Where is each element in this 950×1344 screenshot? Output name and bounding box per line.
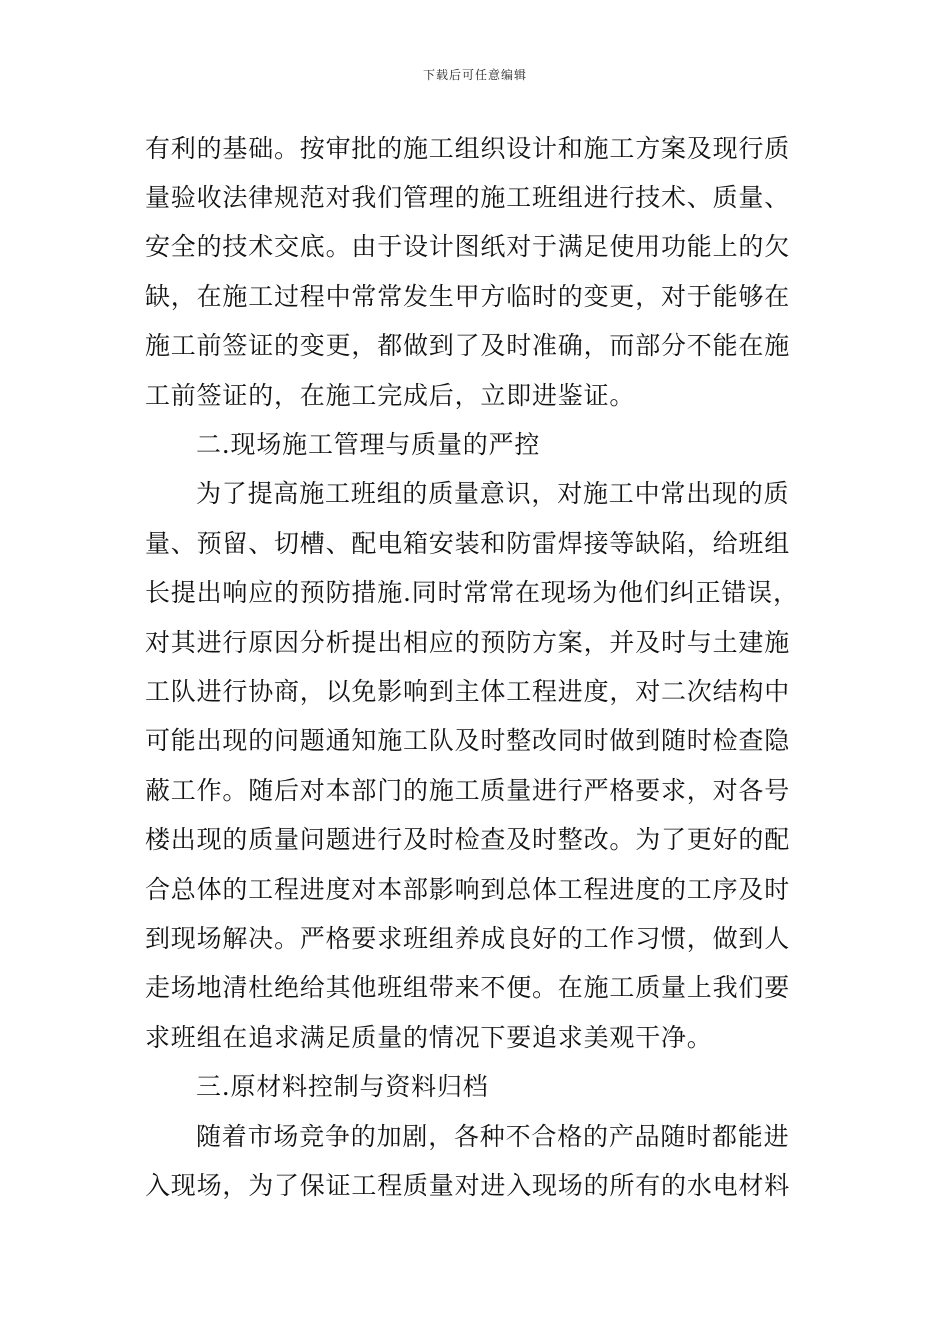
paragraph-line: 求班组在追求满足质量的情况下要追求美观干净。	[145, 1023, 713, 1052]
section-heading: 二.现场施工管理与质量的严控	[196, 430, 541, 459]
paragraph-line: 蔽工作。随后对本部门的施工质量进行严格要求，对各号	[145, 776, 791, 805]
section-heading: 三.原材料控制与资料归档	[196, 1072, 489, 1101]
paragraph-line: 合总体的工程进度对本部影响到总体工程进度的工序及时	[145, 875, 791, 904]
page-header: 下载后可任意编辑	[422, 68, 527, 82]
paragraph-line: 到现场解决。严格要求班组养成良好的工作习惯，做到人	[145, 924, 791, 953]
paragraph-line: 对其进行原因分析提出相应的预防方案，并及时与土建施	[145, 628, 791, 657]
paragraph-line: 长提出响应的预防措施.同时常常在现场为他们纠正错误，	[145, 578, 799, 607]
paragraph-line: 量验收法律规范对我们管理的施工班组进行技术、质量、	[145, 183, 791, 212]
paragraph-line: 安全的技术交底。由于设计图纸对于满足使用功能上的欠	[145, 232, 791, 261]
paragraph-line: 随着市场竞争的加剧，各种不合格的产品随时都能进	[196, 1122, 790, 1151]
paragraph-line: 有利的基础。按审批的施工组织设计和施工方案及现行质	[145, 134, 791, 163]
paragraph-line: 施工前签证的变更，都做到了及时准确，而部分不能在施	[145, 331, 791, 360]
paragraph-line: 入现场，为了保证工程质量对进入现场的所有的水电材料	[145, 1171, 791, 1200]
paragraph-line: 缺，在施工过程中常常发生甲方临时的变更，对于能够在	[145, 282, 791, 311]
paragraph-line: 可能出现的问题通知施工队及时整改同时做到随时检查隐	[145, 726, 791, 755]
paragraph-line: 量、预留、切槽、配电箱安装和防雷焊接等缺陷，给班组	[145, 529, 791, 558]
paragraph-line: 工队进行协商，以免影响到主体工程进度，对二次结构中	[145, 677, 791, 706]
paragraph-line: 工前签证的，在施工完成后，立即进鉴证。	[145, 381, 636, 410]
paragraph-line: 走场地清杜绝给其他班组带来不便。在施工质量上我们要	[145, 973, 791, 1002]
paragraph-line: 为了提高施工班组的质量意识，对施工中常出现的质	[196, 479, 790, 508]
paragraph-line: 楼出现的质量问题进行及时检查及时整改。为了更好的配	[145, 825, 791, 854]
